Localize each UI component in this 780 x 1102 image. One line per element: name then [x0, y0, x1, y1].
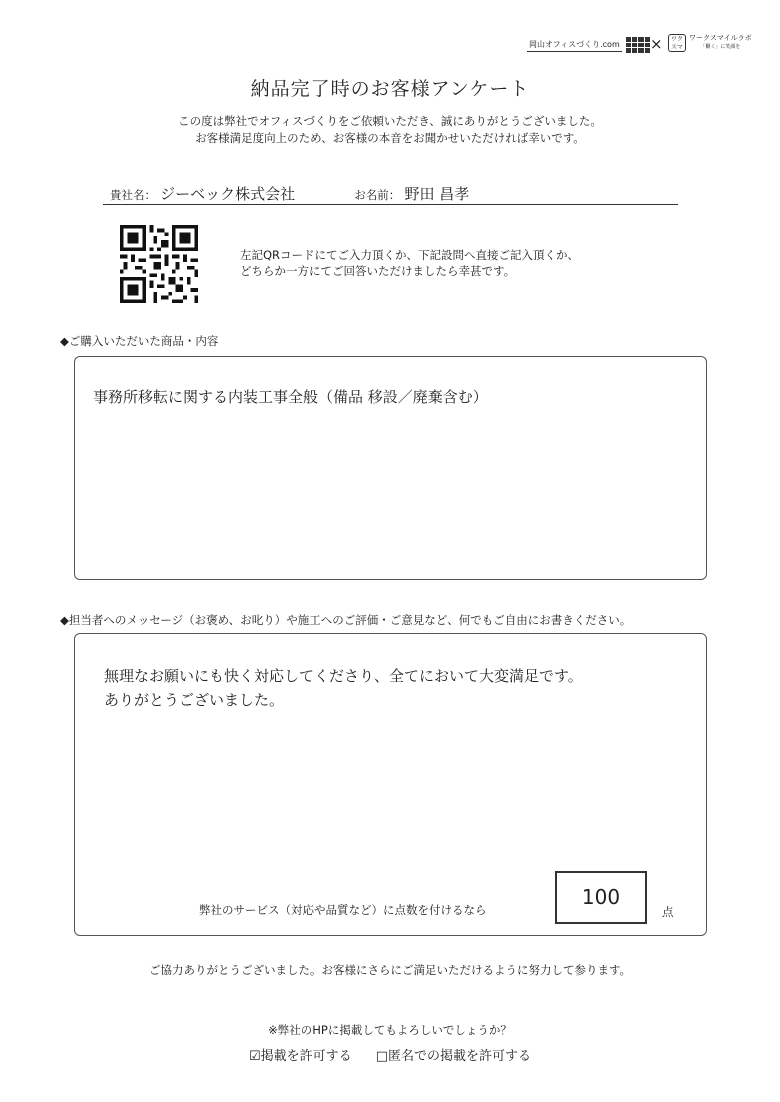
score-unit: 点	[662, 905, 674, 919]
customer-info-row	[110, 183, 469, 204]
publish-permission-options	[0, 1045, 780, 1064]
permit-publish-checkbox[interactable]: ☑掲載を許可する	[248, 1049, 352, 1064]
name-underline	[103, 204, 678, 205]
page-title: 納品完了時のお客様アンケート	[250, 78, 530, 100]
company-value: ジーベック株式会社	[160, 185, 296, 203]
worksmile-logo-tagline: 「働く」に笑顔を	[700, 44, 741, 50]
message-answer-line-2: ありがとうございました。	[104, 691, 285, 709]
worksmile-logo	[668, 34, 752, 52]
intro-text	[0, 113, 780, 147]
message-section-label: ◆担当者へのメッセージ（お褒め、お叱り）や施工へのご評価・ご意見など、何でもご自由にお書きください。	[60, 613, 632, 627]
name-value: 野田 昌孝	[404, 185, 470, 203]
name-label: お名前：	[354, 188, 401, 202]
score-label: 弊社のサービス（対応や品質など）に点数を付けるなら	[199, 903, 487, 917]
qr-code-icon[interactable]	[120, 225, 198, 303]
product-answer-text: 事務所移転に関する内装工事全般（備品 移設／廃棄含む）	[93, 388, 488, 406]
thanks-message: ご協力ありがとうございました。お客様にさらにご満足いただけるように努力して参ります。	[148, 963, 632, 977]
building-icon	[626, 37, 650, 53]
qr-note-line-2: どちらか一方にてご回答いただけましたら幸甚です。	[240, 264, 516, 278]
qr-note-line-1: 左記QRコードにてご入力頂くか、下記設問へ直接ご記入頂くか、	[240, 248, 580, 262]
worksmile-logo-mark: ワク スマ	[668, 34, 686, 52]
message-answer-line-1: 無理なお願いにも快く対応してくださり、全てにおいて大変満足です。	[104, 667, 583, 685]
office-logo	[527, 36, 650, 54]
worksmile-logo-text: ワークスマイルラボ	[689, 34, 752, 42]
product-section-label: ◆ご購入いただいた商品・内容	[60, 334, 219, 348]
score-input[interactable]: 100	[555, 871, 647, 924]
intro-line-2: お客様満足度向上のため、お客様の本音をお聞かせいただければ幸いです。	[195, 131, 585, 145]
publish-permission-question: ※弊社のHPに掲載してもよろしいでしょうか？	[268, 1023, 512, 1037]
permit-anonymous-checkbox[interactable]: □匿名での掲載を許可する	[375, 1049, 532, 1064]
office-logo-text: 岡山オフィスづくり.com	[527, 39, 622, 52]
qr-instructions	[240, 247, 579, 279]
intro-line-1: この度は弊社でオフィスづくりをご依頼いただき、誠にありがとうございました。	[178, 114, 602, 128]
logo-separator: ×	[650, 35, 663, 53]
message-answer-text	[104, 664, 583, 712]
company-label: 貴社名：	[110, 188, 156, 202]
